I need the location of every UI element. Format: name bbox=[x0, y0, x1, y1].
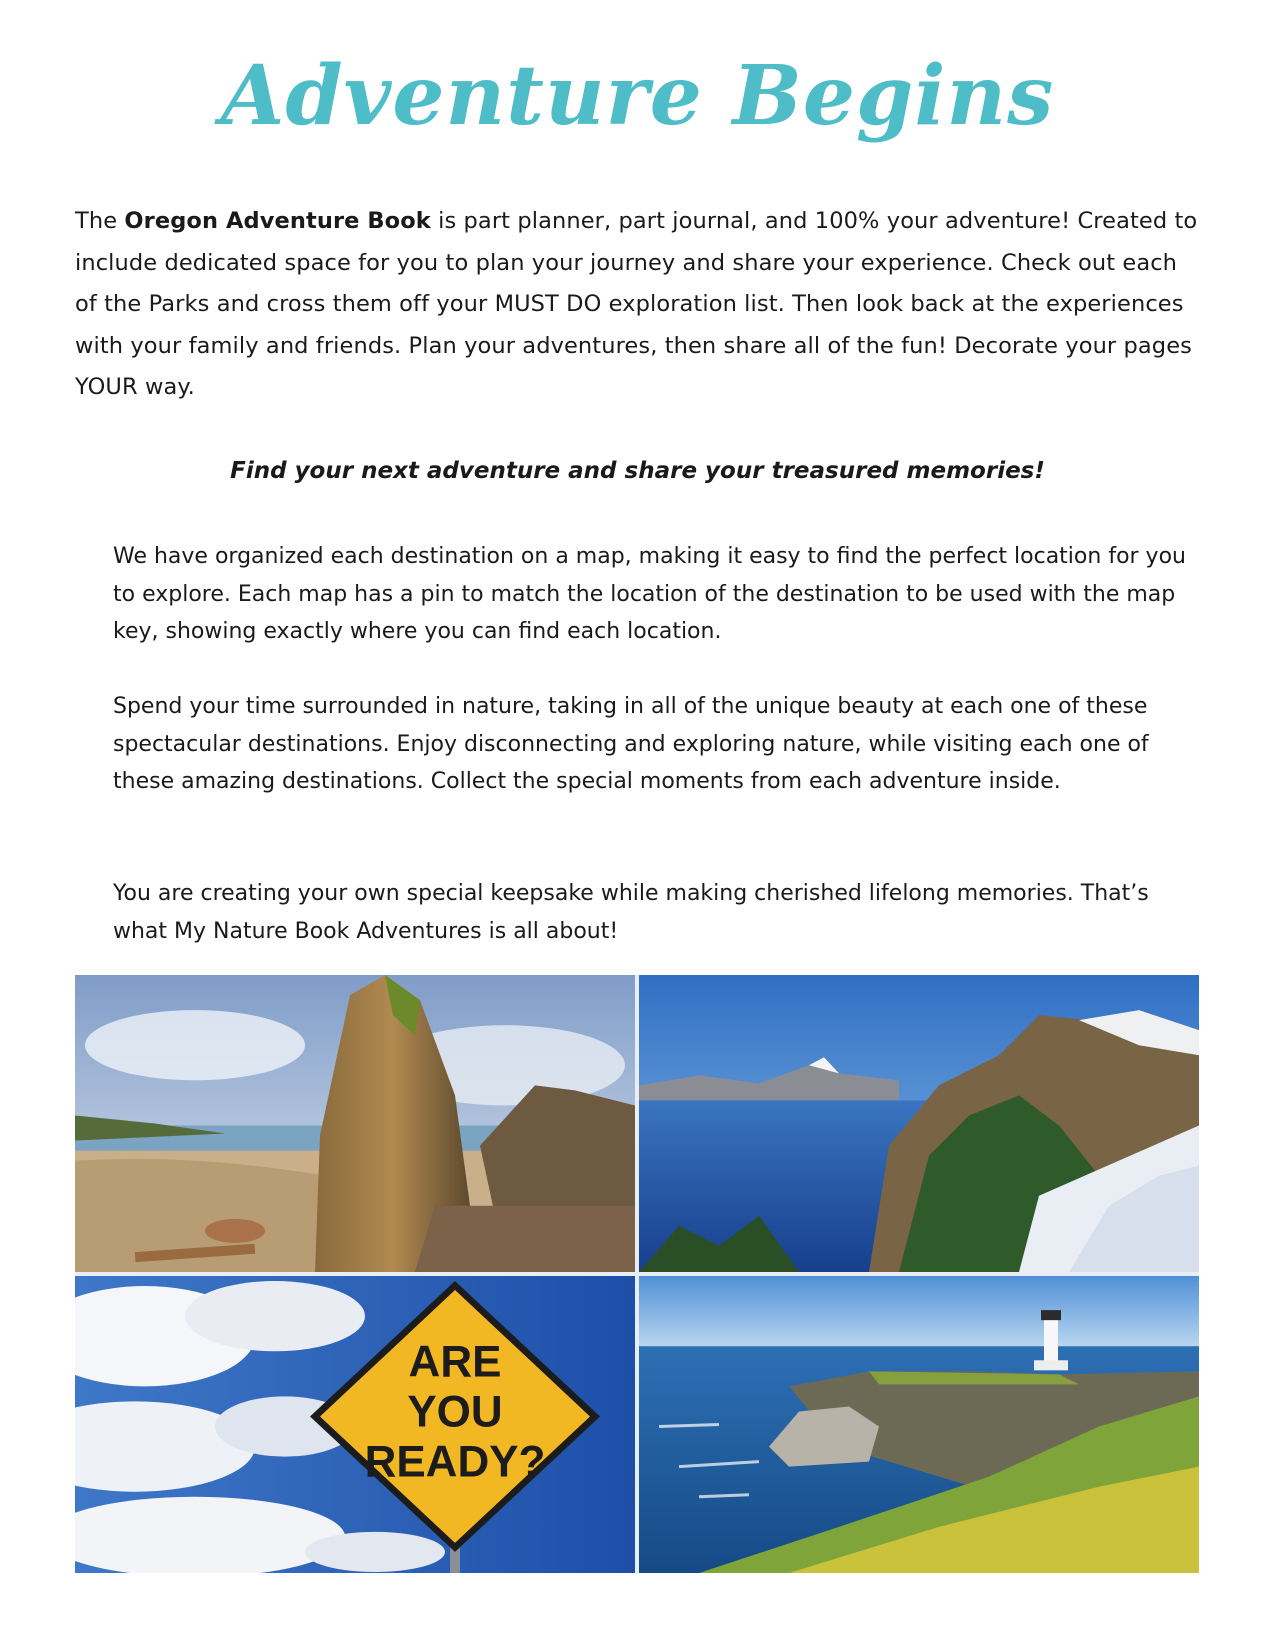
paragraph-map: We have organized each destination on a map, making it easy to find the perfect location for you to explore. Each map has a pin to match the location of the destination to be used with the map key, showing exactly where you can find each location. bbox=[113, 544, 1186, 644]
photo-are-you-ready-sign bbox=[75, 1276, 635, 1573]
sign-line-2: YOU bbox=[407, 1387, 503, 1437]
page-title: Adventure Begins bbox=[220, 48, 1055, 144]
book-name: Oregon Adventure Book bbox=[124, 208, 431, 234]
photo-collage bbox=[75, 975, 1199, 1573]
photo-lighthouse bbox=[639, 1276, 1199, 1573]
photo-crater-lake bbox=[639, 975, 1199, 1272]
sign-line-3: READY? bbox=[364, 1437, 546, 1487]
sign-line-1: ARE bbox=[408, 1337, 502, 1387]
intro-paragraph: The Oregon Adventure Book is part planner, part journal, and 100% your adventure! Created to include dedicated space for you to plan your journey and share your experience. Check out each of the Parks and cross them off your MUST DO exploration list. Then look back at the experiences with your family and friends. Plan your adventures, then share all of the fun! Decorate your pages YOUR way. bbox=[75, 208, 1198, 400]
paragraph-keepsake: You are creating your own special keepsake while making cherished lifelong memories. That’s what My Nature Book Adventures is all about! bbox=[113, 881, 1149, 944]
photo-coast-rock bbox=[75, 975, 635, 1272]
paragraph-nature: Spend your time surrounded in nature, taking in all of the unique beauty at each one of these spectacular destinations. Enjoy disconnecting and exploring nature, while visiting each one of these amazing destinations. Collect the special moments from each adventure inside. bbox=[113, 694, 1149, 794]
tagline: Find your next adventure and share your treasured memories! bbox=[230, 458, 1045, 484]
